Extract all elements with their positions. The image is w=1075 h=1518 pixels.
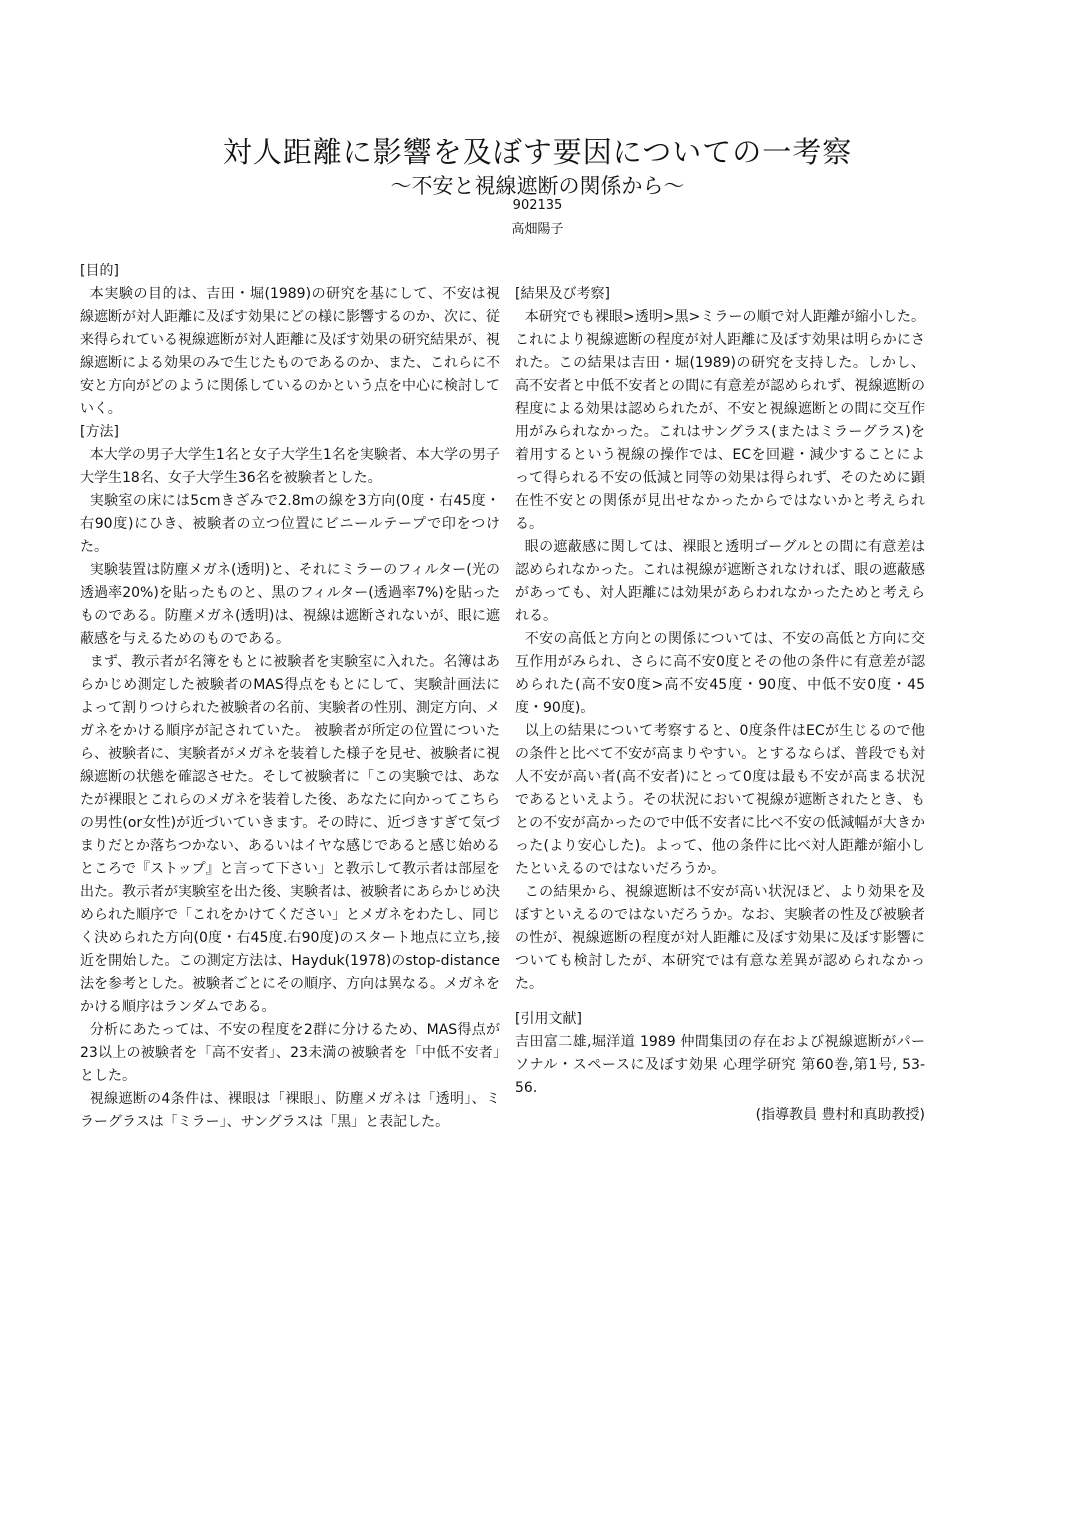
author-name: 高畑陽子 [511,222,564,237]
results-paragraph-2: 眼の遮蔽感に関しては、裸眼と透明ゴーグルとの間に有意差は認められなかった。これは視線が遮断されなければ、眼の遮蔽感があっても、対人距離には効果があらわれなかったためと考えられる。 [515,539,925,624]
reference-entry: 吉田富二雄,堀洋道 1989 仲間集団の存在および視線遮断がパーソナル・スペースに及ぼす効果 心理学研究 第60巻,第1号, 53-56. [515,1034,925,1096]
results-heading: [結果及び考察] [515,286,610,302]
results-paragraph-3: 不安の高低と方向との関係については、不安の高低と方向に交互作用がみられ、さらに高不安0度とその他の条件に有意差が認められた(高不安0度>高不安45度・90度、中低不安0度・45度・90度)。 [515,631,925,716]
method-paragraph-1: 本大学の男子大学生1名と女子大学生1名を実験者、本大学の男子大学生18名、女子大学生36名を被験者とした。 [80,447,500,486]
paper-title: 対人距離に影響を及ぼす要因についての一考察 [222,135,853,169]
results-paragraph-1: 本研究でも裸眼>透明>黒>ミラーの順で対人距離が縮小した。これにより視線遮断の程度が対人距離に及ぼす効果は明らかにされた。この結果は吉田・堀(1989)の研究を支持した。しかし、高不安者と中低不安者との間に有意差が認められず、視線遮断の程度による効果は認められたが、不安と視線遮断との間に交互作用がみられなかった。これはサングラス(またはミラーグラス)を着用するという視線の操作では、ECを回避・減少することによって得られる不安の低減と同等の効果は得られず、そのために顕在性不安との関係が見出せなかったからではないかと考えられる。 [515,309,925,532]
method-paragraph-6: 視線遮断の4条件は、裸眼は「裸眼」、防塵メガネは「透明」、ミラーグラスは「ミラー」、サングラスは「黒」と表記した。 [80,1091,500,1130]
method-paragraph-4: まず、教示者が名簿をもとに被験者を実験室に入れた。名簿はあらかじめ測定した被験者のMAS得点をもとにして、実験計画法によって割りつけられた被験者の名前、実験者の性別、測定方向、メガネをかける順序が記されていた。 被験者が所定の位置についたら、被験者に、実験者がメガネを装着した様子を見せ、被験者に視線遮断の状態を確認させた。そして被験者に「この実験では、あなたが裸眼とこれらのメガネを装着した後、あなたに向かってこちらの男性(or女性)が近づいていきます。その時に、近づきすぎて気づまりだとか落ちつかない、あるいはイヤな感じであると感じ始めるところで『ストップ』と言って下さい」と教示して教示者は部屋を出た。教示者が実験室を出た後、実験者は、被験者にあらかじめ決められた順序で「これをかけてください」とメガネをわたし、同じく決められた方向(0度・右45度.右90度)のスタート地点に立ち,接近を開始した。この測定方法は、Hayduk(1978)のstop-distance法を参考とした。被験者ごとにその順序、方向は異なる。メガネをかける順序はランダムである。 [80,654,500,1015]
method-paragraph-5: 分析にあたっては、不安の程度を2群に分けるため、MAS得点が23以上の被験者を「高不安者」、23未満の被験者を「中低不安者」とした。 [80,1022,500,1084]
student-id: 902135 [512,198,563,213]
acknowledgement: (指導教員 豊村和真助教授) [755,1107,925,1123]
paper-subtitle: ～不安と視線遮断の関係から～ [390,174,685,198]
method-heading: [方法] [80,424,119,440]
left-column [80,260,500,1134]
references-heading: [引用文献] [515,1011,582,1027]
method-paragraph-2: 実験室の床には5cmきざみで2.8mの線を3方向(0度・右45度・右90度)にひき、被験者の立つ位置にビニールテープで印をつけた。 [80,493,500,555]
section-gap [515,996,925,1008]
results-paragraph-4: 以上の結果について考察すると、0度条件はECが生じるので他の条件と比べて不安が高まりやすい。とするならば、普段でも対人不安が高い者(高不安者)にとって0度は最も不安が高まる状況であるといえよう。その状況において視線が遮断されたとき、もとの不安が高かったので中低不安者に比べ不安の低減幅が大きかった(より安心した)。よって、他の条件に比べ対人距離が縮小したといえるのではないだろうか。 [515,723,925,877]
purpose-heading: [目的] [80,263,119,279]
results-paragraph-5: この結果から、視線遮断は不安が高い状況ほど、より効果を及ぼすといえるのではないだろうか。なお、実験者の性及び被験者の性が、視線遮断の程度が対人距離に及ぼす効果に及ぼす影響についても検討したが、本研究では有意な差異が認められなかった。 [515,884,925,992]
purpose-paragraph: 本実験の目的は、吉田・堀(1989)の研究を基にして、不安は視線遮断が対人距離に及ぼす効果にどの様に影響するのか、次に、従来得られている視線遮断が対人距離に及ぼす効果の研究結果が、視線遮断による効果のみで生じたものであるのか、また、これらに不安と方向がどのように関係しているのかという点を中心に検討していく。 [80,286,500,417]
references-section [515,1008,925,1127]
method-paragraph-3: 実験装置は防塵メガネ(透明)と、それにミラーのフィルター(光の透過率20%)を貼ったものと、黒のフィルター(透過率7%)を貼ったものである。防塵メガネ(透明)は、視線は遮断されないが、眼に遮蔽感を与えるためのものである。 [80,562,500,647]
right-column [515,283,925,1141]
